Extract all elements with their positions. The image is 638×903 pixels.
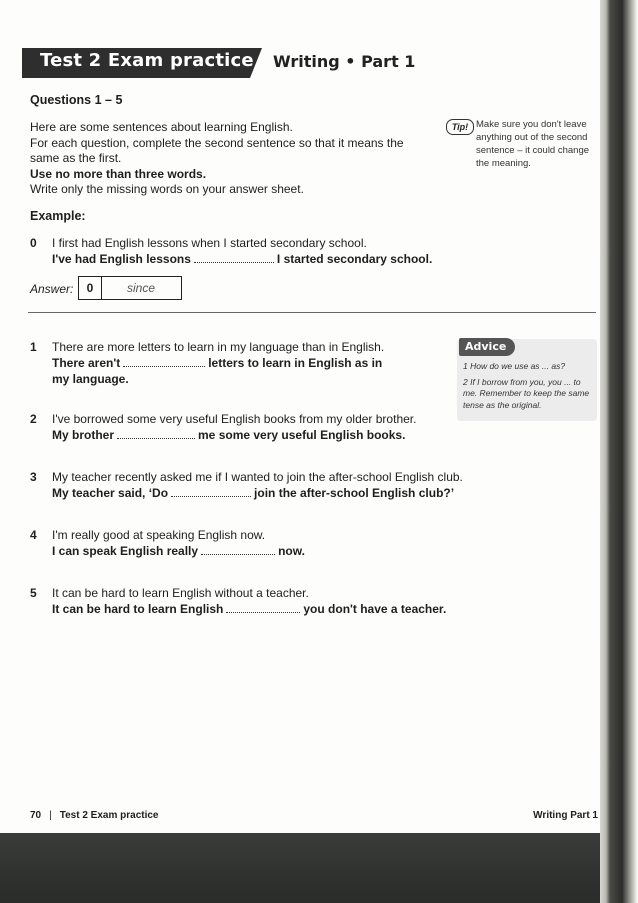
advice-item: 2 If I borrow from you, you ... to me. Remember to keep the same tense as the original. xyxy=(463,376,590,410)
question-number: 3 xyxy=(30,470,37,484)
example-label: Example: xyxy=(30,209,86,223)
question-item xyxy=(52,411,416,443)
instructions xyxy=(30,120,420,198)
rewrite-part: me some very useful English books. xyxy=(198,428,406,442)
answer-blank[interactable] xyxy=(171,486,251,497)
tip-badge: Tip! xyxy=(446,119,474,135)
question-item xyxy=(52,469,463,501)
question-number: 1 xyxy=(30,340,37,354)
answer-blank[interactable] xyxy=(201,544,275,555)
original-sentence: There are more letters to learn in my language than in English. xyxy=(52,340,385,354)
page-title: Test 2 Exam practice xyxy=(40,50,254,71)
question-item xyxy=(52,339,384,387)
original-sentence: It can be hard to learn English without a teacher. xyxy=(52,586,309,600)
rewrite-part: My brother xyxy=(52,428,115,442)
answer-label: Answer: xyxy=(30,282,74,296)
question-item xyxy=(52,585,446,617)
rewrite-sentence xyxy=(52,601,446,617)
rewrite-part: I can speak English really xyxy=(52,544,199,558)
answer-box xyxy=(78,276,182,300)
rewrite-part: I've had English lessons xyxy=(52,252,191,266)
original-sentence: I've borrowed some very useful English books from my older brother. xyxy=(52,412,417,426)
divider xyxy=(28,312,596,313)
instruction-line: same as the first. xyxy=(30,151,122,165)
instruction-line: For each question, complete the second sentence so that it means the xyxy=(30,135,404,150)
rewrite-sentence xyxy=(52,427,416,443)
rewrite-sentence xyxy=(52,485,463,501)
rewrite-part: There aren't xyxy=(52,356,121,370)
footer-right: Writing Part 1 xyxy=(533,810,598,821)
answer-number: 0 xyxy=(79,277,102,299)
rewrite-part: you don't have a teacher. xyxy=(303,602,447,616)
rewrite-sentence xyxy=(52,251,432,267)
answer-blank[interactable] xyxy=(117,428,195,439)
advice-box xyxy=(457,339,597,421)
rewrite-part: It can be hard to learn English xyxy=(52,602,224,616)
rewrite-part: now. xyxy=(278,544,305,558)
answer-word: since xyxy=(126,281,155,295)
questions-range: Questions 1 – 5 xyxy=(30,93,123,107)
advice-text xyxy=(463,361,591,411)
section-title: Writing • Part 1 xyxy=(273,52,416,71)
page-number: 70 xyxy=(30,810,42,821)
question-number: 5 xyxy=(30,586,37,600)
rewrite-sentence xyxy=(52,543,305,559)
example-number: 0 xyxy=(30,236,37,250)
answer-blank[interactable] xyxy=(123,356,205,367)
advice-item: 1 How do we use as ... as? xyxy=(463,361,566,371)
rewrite-continuation: my language. xyxy=(52,372,129,386)
footer-title: Test 2 Exam practice xyxy=(59,810,159,821)
original-sentence: I first had English lessons when I started secondary school. xyxy=(52,236,367,250)
rewrite-part: I started secondary school. xyxy=(276,252,433,266)
rewrite-part: join the after-school English club?’ xyxy=(254,486,455,500)
rewrite-part: letters to learn in English as in xyxy=(208,356,383,370)
scan-shadow-band xyxy=(0,833,600,903)
question-number: 2 xyxy=(30,412,37,426)
tip-text: Make sure you don't leave anything out of the second sentence – it could change the meaning. xyxy=(476,119,590,169)
original-sentence: I'm really good at speaking English now. xyxy=(52,528,266,542)
answer-blank[interactable] xyxy=(226,602,300,613)
advice-badge: Advice xyxy=(459,338,515,356)
question-item xyxy=(52,527,305,559)
rewrite-part: My teacher said, ‘Do xyxy=(52,486,169,500)
footer-left xyxy=(30,810,159,821)
original-sentence: My teacher recently asked me if I wanted to join the after-school English club. xyxy=(52,470,463,484)
question-number: 4 xyxy=(30,528,37,542)
page-edge-shadow xyxy=(600,0,638,903)
answer-blank xyxy=(194,252,274,263)
instruction-rule: Use no more than three words. xyxy=(30,166,207,181)
instruction-line: Write only the missing words on your answer sheet. xyxy=(30,182,304,196)
example-question xyxy=(52,235,432,267)
footer-separator: | xyxy=(49,810,52,821)
rewrite-sentence xyxy=(52,355,384,371)
instruction-line: Here are some sentences about learning English. xyxy=(30,120,293,134)
